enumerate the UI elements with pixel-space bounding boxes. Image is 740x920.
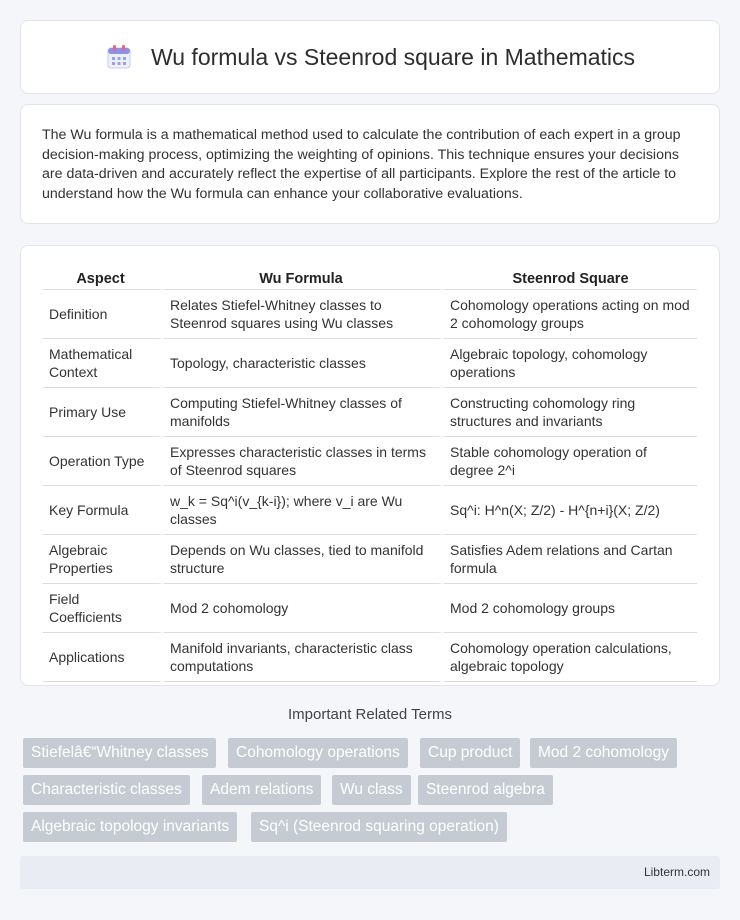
aspect-cell: Definition [43, 290, 164, 339]
table-row [43, 339, 697, 388]
wu-cell: Expresses characteristic classes in terms of Steenrod squares [164, 437, 444, 486]
term-tag[interactable]: Algebraic topology invariants [23, 812, 237, 842]
header-card [20, 20, 720, 94]
wu-cell: Computing Stiefel-Whitney classes of manifolds [164, 388, 444, 437]
wu-cell: Mod 2 cohomology [164, 584, 444, 633]
intro-text: The Wu formula is a mathematical method used to calculate the contribution of each expert in a group decision-making process, optimizing the weighting of opinions. This technique ensures your decisions are data-driven and accurately reflect the expertise of all participants. Explore the rest of the article to understand how the Wu formula can enhance your collaborative evaluations. [42, 127, 681, 202]
steenrod-cell: Mod 2 cohomology groups [444, 584, 697, 633]
aspect-cell: Operation Type [43, 437, 164, 486]
steenrod-cell: Stable cohomology operation of degree 2^i [444, 437, 697, 486]
table-row [43, 535, 697, 584]
comparison-table [43, 266, 697, 682]
page-title: Wu formula vs Steenrod square in Mathematics [150, 43, 636, 70]
wu-cell: Manifold invariants, characteristic class computations [164, 633, 444, 682]
steenrod-cell: Satisfies Adem relations and Cartan formula [444, 535, 697, 584]
related-terms-title: Important Related Terms [288, 706, 452, 723]
wu-cell: Topology, characteristic classes [164, 339, 444, 388]
term-tag[interactable]: Cohomology operations [228, 738, 408, 768]
table-row [43, 437, 697, 486]
steenrod-cell: Cohomology operations acting on mod 2 cohomology groups [444, 290, 697, 339]
table-row [43, 633, 697, 682]
term-tag[interactable]: Steenrod algebra [418, 775, 553, 805]
steenrod-cell: Sq^i: H^n(X; Z/2) - H^{n+i}(X; Z/2) [444, 486, 697, 535]
footer-site-link[interactable]: Libterm.com [643, 865, 710, 879]
steenrod-cell: Cohomology operation calculations, algebraic topology [444, 633, 697, 682]
term-tag[interactable]: Characteristic classes [23, 775, 190, 805]
header-wu-formula: Wu Formula [164, 266, 444, 290]
aspect-cell: Algebraic Properties [43, 535, 164, 584]
header-aspect: Aspect [43, 266, 164, 290]
steenrod-cell: Algebraic topology, cohomology operations [444, 339, 697, 388]
steenrod-cell: Constructing cohomology ring structures and invariants [444, 388, 697, 437]
aspect-cell: Field Coefficients [43, 584, 164, 633]
table-row [43, 388, 697, 437]
wu-cell: Relates Stiefel-Whitney classes to Steenrod squares using Wu classes [164, 290, 444, 339]
term-tag[interactable]: Adem relations [202, 775, 321, 805]
wu-cell: Depends on Wu classes, tied to manifold structure [164, 535, 444, 584]
term-tag[interactable]: Mod 2 cohomology [530, 738, 677, 768]
term-tag[interactable]: Stiefelâ€“Whitney classes [23, 738, 216, 768]
term-tag[interactable]: Wu class [332, 775, 411, 805]
comparison-card [20, 245, 720, 686]
wu-cell: w_k = Sq^i(v_{k-i}); where v_i are Wu classes [164, 486, 444, 535]
aspect-cell: Applications [43, 633, 164, 682]
table-row [43, 486, 697, 535]
term-tag[interactable]: Cup product [420, 738, 520, 768]
aspect-cell: Primary Use [43, 388, 164, 437]
header-steenrod-square: Steenrod Square [444, 266, 697, 290]
aspect-cell: Key Formula [43, 486, 164, 535]
table-row [43, 290, 697, 339]
table-row [43, 584, 697, 633]
term-tag[interactable]: Sq^i (Steenrod squaring operation) [251, 812, 507, 842]
intro-card [20, 104, 720, 224]
calendar-icon [105, 43, 133, 71]
footer [20, 856, 720, 889]
aspect-cell: Mathematical Context [43, 339, 164, 388]
table-header-row [43, 266, 697, 290]
